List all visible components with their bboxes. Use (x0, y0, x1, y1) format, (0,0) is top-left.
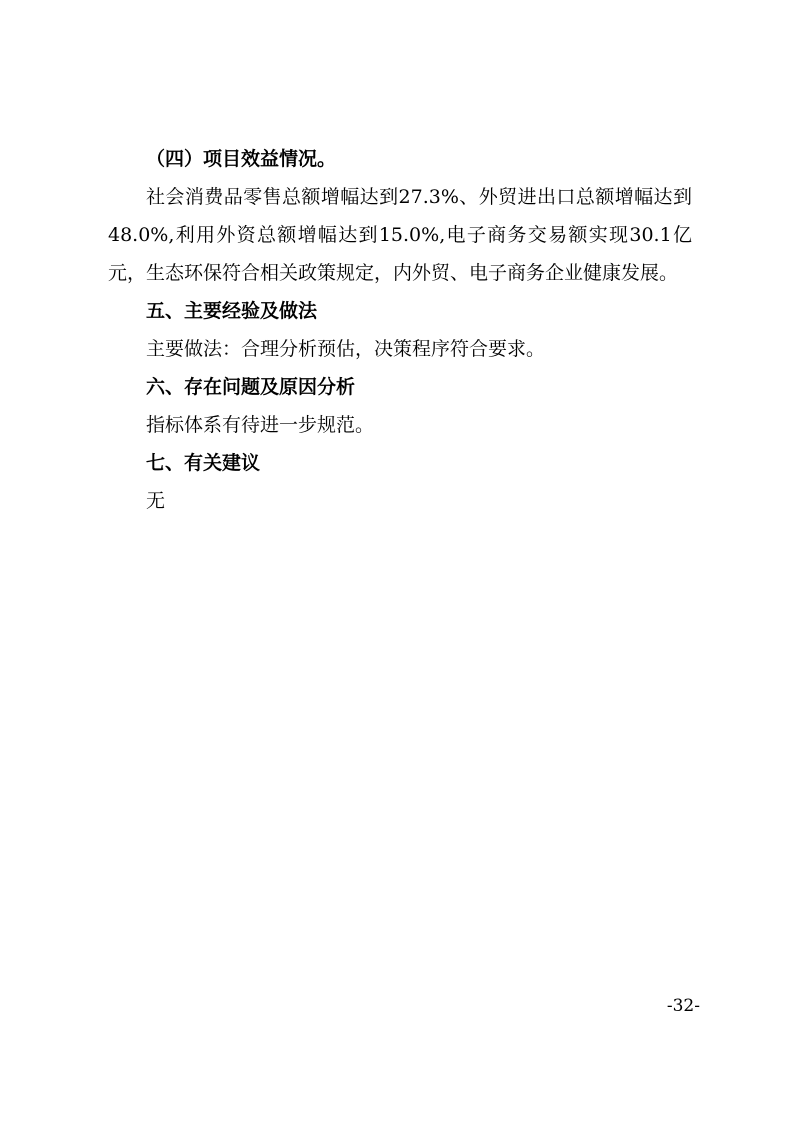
suggestions-text: 无 (146, 490, 166, 512)
section-heading-experience: 五、主要经验及做法 (146, 300, 318, 322)
experience-text: 主要做法：合理分析预估，决策程序符合要求。 (146, 338, 546, 360)
problems-text: 指标体系有待进一步规范。 (146, 414, 375, 436)
page-number: -32- (666, 996, 700, 1016)
section-heading-project-benefit: （四）项目效益情况。 (146, 148, 337, 170)
section-heading-suggestions: 七、有关建议 (146, 452, 261, 474)
project-benefit-paragraph: 社会消费品零售总额增幅达到27.3%、外贸进出口总额增幅达到48.0%,利用外资总额增幅达到15.0%,电子商务交易额实现30.1亿元，生态环保符合相关政策规定，内外贸、电子商务企业健康发展。 (108, 186, 692, 284)
document-body (108, 140, 692, 520)
section-heading-problems: 六、存在问题及原因分析 (146, 376, 356, 398)
